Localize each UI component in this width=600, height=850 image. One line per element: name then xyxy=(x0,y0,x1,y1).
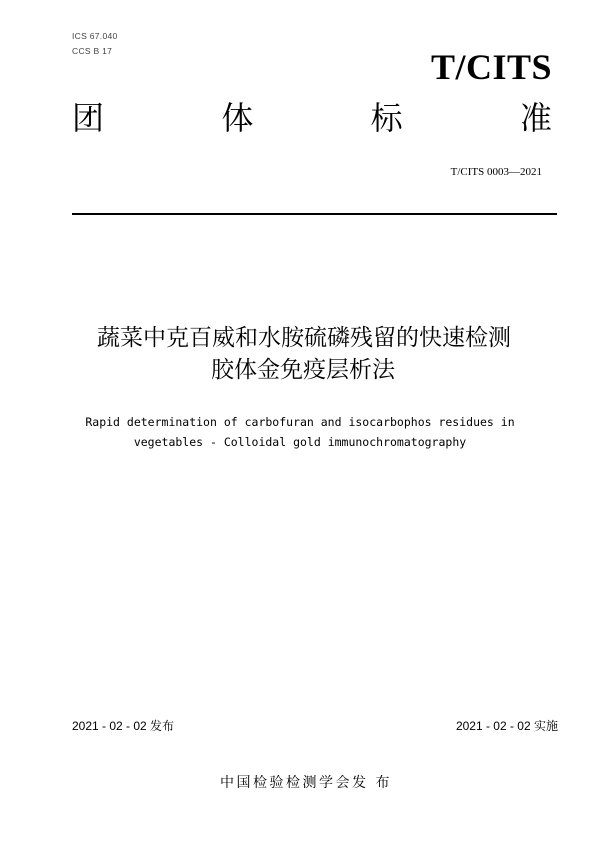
title-cn-line1: 蔬菜中克百威和水胺硫磷残留的快速检测 xyxy=(97,325,511,351)
title-en-line1: Rapid determination of carbofuran and isocarbophos residues in xyxy=(85,415,515,429)
standard-brand: T/CITS xyxy=(430,47,552,87)
ccs-code: CCS B 17 xyxy=(72,46,113,56)
kind-char: 准 xyxy=(519,99,552,137)
standard-kind xyxy=(72,98,552,138)
title-en-line2: vegetables - Colloidal gold immunochromatography xyxy=(133,435,467,449)
kind-char: 团 xyxy=(72,99,105,137)
title-english xyxy=(0,412,600,452)
kind-char: 体 xyxy=(221,99,254,137)
ics-code: ICS 67.040 xyxy=(72,31,118,41)
implement-date: 2021 - 02 - 02 实施 xyxy=(455,719,558,733)
kind-char: 标 xyxy=(370,99,403,137)
standard-number: T/CITS 0003—2021 xyxy=(450,166,542,178)
publisher: 中国检验检测学会发 布 xyxy=(220,775,392,791)
header-divider xyxy=(72,213,557,215)
publish-date: 2021 - 02 - 02 发布 xyxy=(72,719,175,733)
title-chinese xyxy=(0,322,600,386)
title-cn-line2: 胶体金免疫层析法 xyxy=(211,357,395,383)
